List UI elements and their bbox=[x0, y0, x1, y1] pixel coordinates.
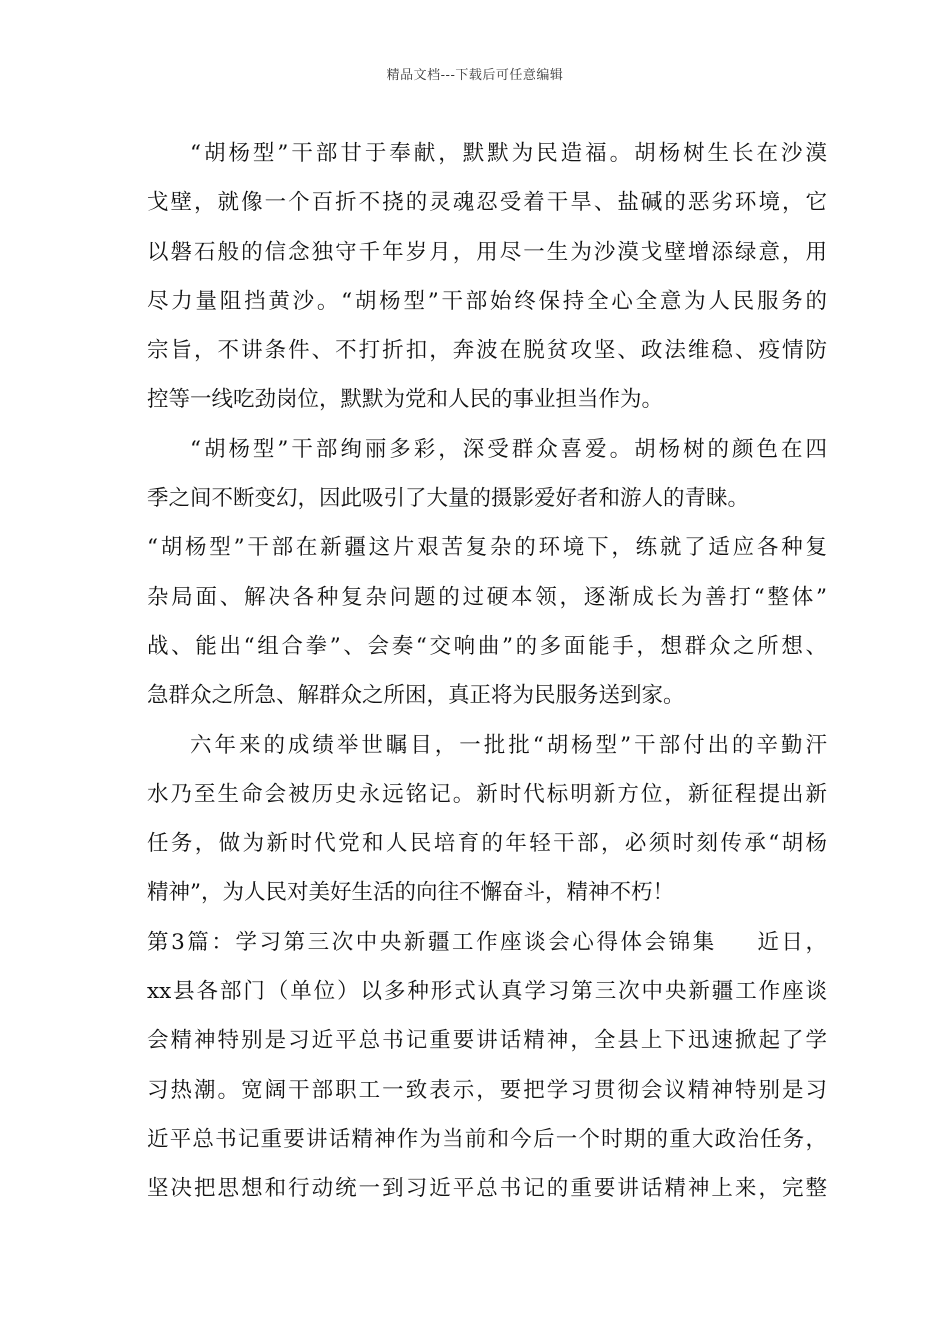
text-line: 以磐石般的信念独守千年岁月，用尽一生为沙漠戈壁增添绿意，用 bbox=[147, 239, 827, 265]
text-line: xx县各部门（单位）以多种形式认真学习第三次中央新疆工作座谈 bbox=[147, 979, 827, 1005]
page-header: 精品文档---下载后可任意编辑 bbox=[386, 68, 564, 83]
text-line: 急群众之所急、解群众之所困，真正将为民服务送到家。 bbox=[147, 683, 685, 709]
text-line: 杂局面、解决各种复杂问题的过硬本领，逐渐成长为善打“整体” bbox=[147, 584, 827, 610]
text-line: 近平总书记重要讲话精神作为当前和今后一个时期的重大政治任务， bbox=[147, 1126, 827, 1152]
section-title: 第3篇：学习第三次中央新疆工作座谈会心得体会锦集 bbox=[147, 929, 717, 955]
text-line: 精神”，为人民对美好生活的向往不懈奋斗，精神不朽！ bbox=[147, 880, 674, 906]
text-line: 坚决把思想和行动统一到习近平总书记的重要讲话精神上来，完整 bbox=[147, 1176, 827, 1202]
text-line: 水乃至生命会被历史永远铭记。新时代标明新方位，新征程提出新 bbox=[147, 781, 827, 807]
text-line: “胡杨型”干部甘于奉献，默默为民造福。胡杨树生长在沙漠 bbox=[190, 141, 827, 166]
text-line: “胡杨型”干部绚丽多彩，深受群众喜爱。胡杨树的颜色在四 bbox=[190, 436, 827, 462]
section-intro: 近日， bbox=[754, 929, 827, 955]
text-line: 尽力量阻挡黄沙。“胡杨型”干部始终保持全心全意为人民服务的 bbox=[147, 288, 827, 314]
text-line: 宗旨，不讲条件、不打折扣，奔波在脱贫攻坚、政法维稳、疫情防 bbox=[147, 338, 827, 364]
text-line: 会精神特别是习近平总书记重要讲话精神，全县上下迅速掀起了学 bbox=[147, 1028, 827, 1054]
text-line: 戈壁，就像一个百折不挠的灵魂忍受着干旱、盐碱的恶劣环境，它 bbox=[147, 190, 827, 216]
section-heading-line bbox=[147, 918, 827, 967]
text-line: 习热潮。宽阔干部职工一致表示，要把学习贯彻会议精神特别是习 bbox=[147, 1077, 827, 1103]
text-line: 战、能出“组合拳”、会奏“交响曲”的多面能手，想群众之所想、 bbox=[147, 633, 827, 659]
text-line: 控等一线吃劲岗位，默默为党和人民的事业担当作为。 bbox=[147, 387, 664, 413]
document-body bbox=[147, 129, 827, 1214]
text-line: “胡杨型”干部在新疆这片艰苦复杂的环境下，练就了适应各种复 bbox=[147, 535, 827, 561]
text-line: 任务，做为新时代党和人民培育的年轻干部，必须时刻传承“胡杨 bbox=[147, 831, 827, 857]
text-line: 季之间不断变幻，因此吸引了大量的摄影爱好者和游人的青睐。 bbox=[147, 486, 750, 512]
text-line: 六年来的成绩举世瞩目，一批批“胡杨型”干部付出的辛勤汗 bbox=[190, 732, 827, 758]
